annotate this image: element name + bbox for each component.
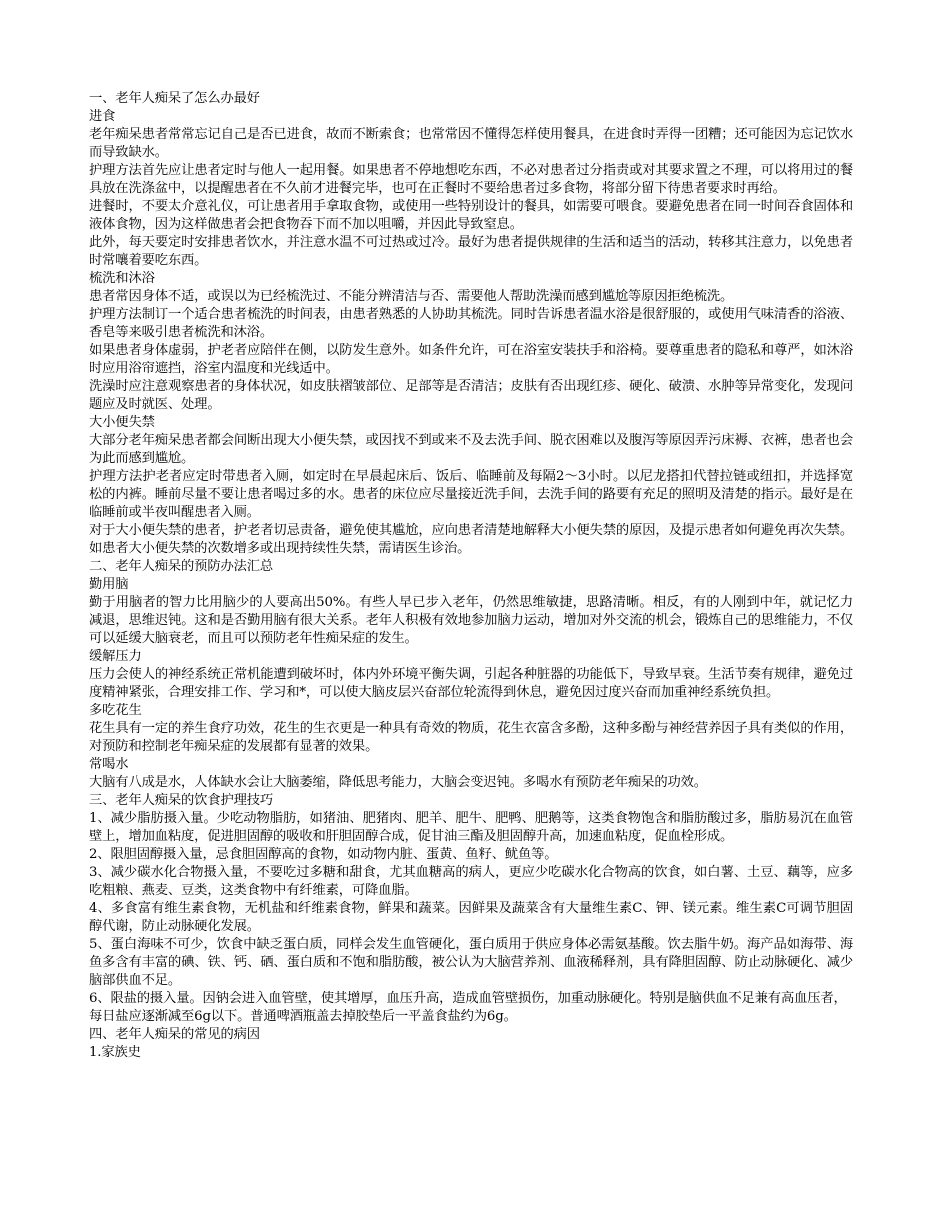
paragraph: 此外，每天要定时安排患者饮水，并注意水温不可过热或过冷。最好为患者提供规律的生活和适当的活动，转移其注意力，以免患者时常嚷着要吃东西。 (89, 235, 853, 268)
paragraph: 老年痴呆患者常常忘记自己是否已进食，故而不断索食；也常常因不懂得怎样使用餐具，在进食时弄得一团糟；还可能因为忘记饮水而导致缺水。 (89, 127, 853, 160)
paragraph: 护理方法制订一个适合患者梳洗的时间表，由患者熟悉的人协助其梳洗。同时告诉患者温水浴是很舒服的，或使用气味清香的浴液、香皂等来吸引患者梳洗和沐浴。 (89, 307, 853, 340)
paragraph: 1、减少脂肪摄入量。少吃动物脂肪，如猪油、肥猪肉、肥羊、肥牛、肥鸭、肥鹅等，这类食物饱含和脂肪酸过多，脂肪易沉在血管壁上，增加血粘度，促进胆固醇的吸收和肝胆固醇合成，促甘油三酯及胆固醇升高，加速血粘度，促血栓形成。 (89, 811, 853, 844)
document-body (89, 90, 853, 1062)
section-heading: 多吃花生 (89, 703, 142, 718)
paragraph: 护理方法护老者应定时带患者入厕，如定时在早晨起床后、饭后、临睡前及每隔2～3小时。以尼龙搭扣代替拉链或纽扣，并选择宽松的内裤。睡前尽量不要让患者喝过多的水。患者的床位应尽量接近洗手间，去洗手间的路要有充足的照明及清楚的指示。最好是在临睡前或半夜叫醒患者入厕。 (89, 469, 853, 520)
section-heading: 缓解压力 (89, 649, 142, 664)
section-heading: 二、老年人痴呆的预防办法汇总 (89, 559, 274, 574)
paragraph: 患者常因身体不适，或误以为已经梳洗过、不能分辨清洁与否、需要他人帮助洗澡而感到尴尬等原因拒绝梳洗。 (89, 289, 734, 304)
section-heading: 一、老年人痴呆了怎么办最好 (89, 91, 260, 106)
paragraph: 3、减少碳水化合物摄入量，不要吃过多糖和甜食，尤其血糖高的病人，更应少吃碳水化合物高的饮食，如白薯、土豆、藕等，应多吃粗粮、燕麦、豆类，这类食物中有纤维素，可降血脂。 (89, 865, 853, 898)
paragraph: 1.家族史 (89, 1045, 141, 1060)
section-heading: 进食 (89, 109, 116, 124)
paragraph: 大脑有八成是水，人体缺水会让大脑萎缩，降低思考能力，大脑会变迟钝。多喝水有预防老年痴呆的功效。 (89, 775, 707, 790)
paragraph: 大部分老年痴呆患者都会间断出现大小便失禁，或因找不到或来不及去洗手间、脱衣困难以及腹泻等原因弄污床褥、衣裤，患者也会为此而感到尴尬。 (89, 433, 853, 466)
paragraph: 压力会使人的神经系统正常机能遭到破坏时，体内外环境平衡失调，引起各种脏器的功能低下，导致早衰。生活节奏有规律，避免过度精神紧张，合理安排工作、学习和*，可以使大脑皮层兴奋部位轮流得到休息，避免因过度兴奋而加重神经系统负担。 (89, 667, 853, 700)
paragraph: 4、多食富有维生素食物，无机盐和纤维素食物，鲜果和蔬菜。因鲜果及蔬菜含有大量维生素C、钾、镁元素。维生素C可调节胆固醇代谢，防止动脉硬化发展。 (89, 901, 853, 934)
paragraph: 洗澡时应注意观察患者的身体状况，如皮肤褶皱部位、足部等是否清洁；皮肤有否出现红疹、硬化、破溃、水肿等异常变化，发现问题应及时就医、处理。 (89, 379, 853, 412)
section-heading: 常喝水 (89, 757, 129, 772)
paragraph: 对于大小便失禁的患者，护老者切忌责备，避免使其尴尬，应向患者清楚地解释大小便失禁的原因，及提示患者如何避免再次失禁。如患者大小便失禁的次数增多或出现持续性失禁，需请医生诊治。 (89, 523, 853, 556)
section-heading: 三、老年人痴呆的饮食护理技巧 (89, 793, 274, 808)
paragraph: 护理方法首先应让患者定时与他人一起用餐。如果患者不停地想吃东西，不必对患者过分指责或对其要求置之不理，可以将用过的餐具放在洗涤盆中，以提醒患者在不久前才进餐完毕，也可在正餐时不要给患者过多食物，将部分留下待患者要求时再给。 (89, 163, 853, 196)
section-heading: 四、老年人痴呆的常见的病因 (89, 1027, 260, 1042)
paragraph: 5、蛋白海味不可少，饮食中缺乏蛋白质，同样会发生血管硬化，蛋白质用于供应身体必需氨基酸。饮去脂牛奶。海产品如海带、海鱼多含有丰富的碘、铁、钙、硒、蛋白质和不饱和脂肪酸，被公认为大脑营养剂、血液稀释剂，具有降胆固醇、防止动脉硬化、减少脑部供血不足。 (89, 937, 853, 988)
paragraph: 进餐时，不要太介意礼仪，可让患者用手拿取食物，或使用一些特别设计的餐具，如需要可喂食。要避免患者在同一时间吞食固体和液体食物，因为这样做患者会把食物吞下而不加以咀嚼，并因此导致窒息。 (89, 199, 853, 232)
paragraph: 花生具有一定的养生食疗功效，花生的生衣更是一种具有奇效的物质，花生衣富含多酚，这种多酚与神经营养因子具有类似的作用，对预防和控制老年痴呆症的发展都有显著的效果。 (89, 721, 853, 754)
section-heading: 梳洗和沐浴 (89, 271, 155, 286)
section-heading: 勤用脑 (89, 577, 129, 592)
paragraph: 2、限胆固醇摄入量，忌食胆固醇高的食物，如动物内脏、蛋黄、鱼籽、鱿鱼等。 (89, 847, 558, 862)
section-heading: 大小便失禁 (89, 415, 155, 430)
paragraph: 如果患者身体虚弱，护老者应陪伴在侧，以防发生意外。如条件允许，可在浴室安装扶手和浴椅。要尊重患者的隐私和尊严，如沐浴时应用浴帘遮挡，浴室内温度和光线适中。 (89, 343, 853, 376)
section-heading: 6、限盐的摄入量。因钠会进入血管壁，使其增厚，血压升高，造成血管壁损伤，加重动脉硬化。特别是脑供血不足兼有高血压者，每日盐应逐渐减至6g以下。普通啤酒瓶盖去掉胶垫后一平盖食盐约为6g。 (89, 991, 847, 1024)
paragraph: 勤于用脑者的智力比用脑少的人要高出50%。有些人早已步入老年，仍然思维敏捷，思路清晰。相反，有的人刚到中年，就记忆力减退，思维迟钝。这和是否勤用脑有很大关系。老年人积极有效地参加脑力运动，增加对外交流的机会，锻炼自己的思维能力，不仅可以延缓大脑衰老，而且可以预防老年性痴呆症的发生。 (89, 595, 853, 646)
